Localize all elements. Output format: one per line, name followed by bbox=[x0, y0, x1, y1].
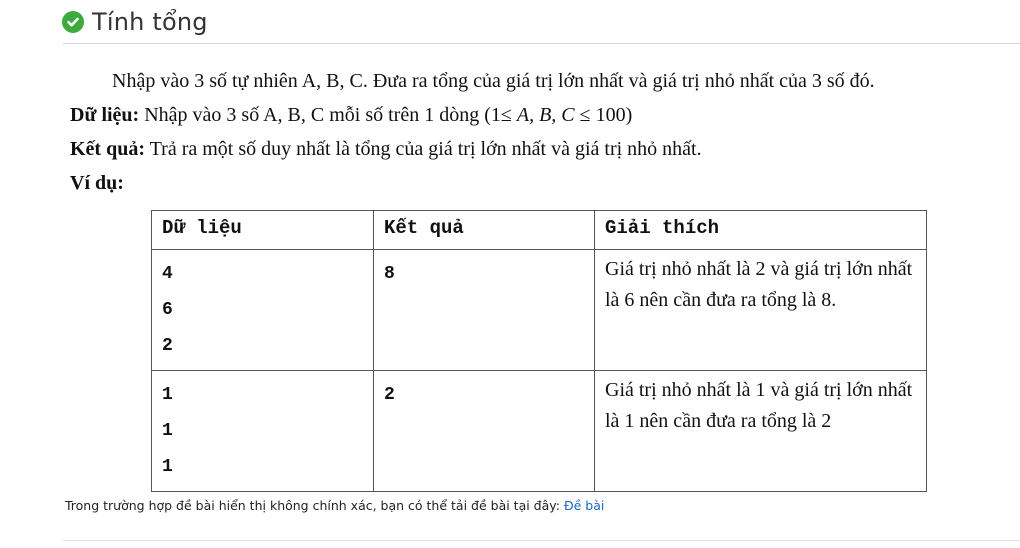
problem-body bbox=[70, 64, 1015, 200]
download-problem-link[interactable]: Đề bài bbox=[563, 498, 605, 513]
header-input: Dữ liệu bbox=[152, 211, 374, 250]
table-row bbox=[152, 371, 927, 492]
explanation-cell: Giá trị nhỏ nhất là 2 và giá trị lớn nhất là 6 nên cần đưa ra tổng là 8. bbox=[595, 250, 927, 371]
header-divider bbox=[63, 43, 1020, 44]
footer-note bbox=[65, 498, 604, 513]
example-table bbox=[151, 210, 927, 492]
table-row bbox=[152, 250, 927, 371]
explanation-cell: Giá trị nhỏ nhất là 1 và giá trị lớn nhất là 1 nên cần đưa ra tổng là 2 bbox=[595, 371, 927, 492]
input-text: Nhập vào 3 số A, B, C mỗi số trên 1 dòng (1≤ bbox=[144, 104, 517, 126]
input-cell: 1 1 1 bbox=[152, 371, 374, 492]
output-spec bbox=[70, 132, 1015, 166]
page-title: Tính tổng bbox=[92, 8, 208, 36]
problem-statement: Nhập vào 3 số tự nhiên A, B, C. Đưa ra tổng của giá trị lớn nhất và giá trị nhỏ nhất của 3 số đó. bbox=[112, 70, 875, 92]
input-label: Dữ liệu: bbox=[70, 104, 140, 126]
header-output: Kết quả bbox=[374, 211, 595, 250]
input-cell: 4 6 2 bbox=[152, 250, 374, 371]
problem-header bbox=[62, 6, 208, 38]
output-text: Trả ra một số duy nhất là tổng của giá trị lớn nhất và giá trị nhỏ nhất. bbox=[149, 138, 702, 160]
input-spec bbox=[70, 98, 1015, 132]
input-tail: ≤ 100) bbox=[574, 104, 633, 126]
input-math: A, B, C bbox=[516, 104, 575, 126]
example-label: Ví dụ: bbox=[70, 172, 124, 194]
header-explanation: Giải thích bbox=[595, 211, 927, 250]
footer-divider bbox=[63, 540, 1020, 541]
output-cell: 8 bbox=[374, 250, 595, 371]
output-cell: 2 bbox=[374, 371, 595, 492]
output-label: Kết quả: bbox=[70, 138, 145, 160]
table-header-row bbox=[152, 211, 927, 250]
footer-text: Trong trường hợp đề bài hiển thị không chính xác, bạn có thể tải đề bài tại đây: bbox=[65, 498, 564, 513]
check-circle-icon bbox=[62, 11, 84, 33]
